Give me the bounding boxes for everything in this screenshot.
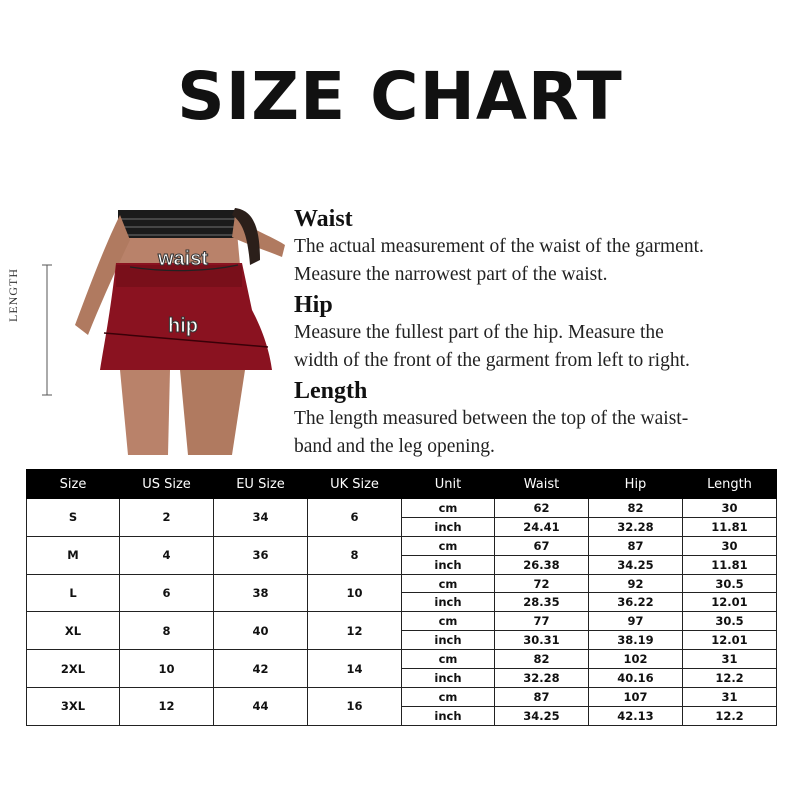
hip-cell: 82 [589, 499, 683, 518]
length-cell: 11.81 [683, 555, 777, 574]
skirt-illustration [20, 205, 295, 460]
hip-cell: 92 [589, 574, 683, 593]
hip-heading: Hip [294, 292, 333, 318]
waist-cell: 32.28 [495, 669, 589, 688]
hip-cell: 40.16 [589, 669, 683, 688]
table-row [27, 499, 777, 518]
table-row [27, 687, 777, 706]
unit-cell: inch [402, 555, 495, 574]
unit-cell: cm [402, 612, 495, 631]
length-cell: 30.5 [683, 574, 777, 593]
size-table-body [27, 499, 777, 726]
length-text-line: band and the leg opening. [294, 436, 495, 457]
waist-text-line: The actual measurement of the waist of the garment. [294, 236, 704, 257]
length-heading: Length [294, 378, 368, 404]
hip-cell: 32.28 [589, 517, 683, 536]
header-us-size: US Size [120, 470, 214, 499]
unit-cell: cm [402, 650, 495, 669]
uk-size-cell: 14 [308, 650, 402, 688]
table-header-row [27, 470, 777, 499]
waist-cell: 24.41 [495, 517, 589, 536]
eu-size-cell: 38 [214, 574, 308, 612]
unit-cell: cm [402, 536, 495, 555]
waist-cell: 26.38 [495, 555, 589, 574]
size-cell: M [27, 536, 120, 574]
header-uk-size: UK Size [308, 470, 402, 499]
us-size-cell: 4 [120, 536, 214, 574]
unit-cell: inch [402, 669, 495, 688]
page-title: SIZE CHART [177, 58, 623, 135]
length-cell: 30 [683, 499, 777, 518]
unit-cell: inch [402, 593, 495, 612]
waist-section [294, 205, 794, 289]
uk-size-cell: 8 [308, 536, 402, 574]
us-size-cell: 12 [120, 687, 214, 725]
size-cell: 3XL [27, 687, 120, 725]
hip-cell: 38.19 [589, 631, 683, 650]
header-hip: Hip [589, 470, 683, 499]
waist-cell: 30.31 [495, 631, 589, 650]
unit-cell: cm [402, 574, 495, 593]
waist-cell: 82 [495, 650, 589, 669]
model-figure [20, 205, 295, 460]
table-row [27, 536, 777, 555]
table-row [27, 612, 777, 631]
hip-label: hip [168, 315, 198, 337]
waist-cell: 62 [495, 499, 589, 518]
unit-cell: inch [402, 631, 495, 650]
unit-cell: cm [402, 687, 495, 706]
length-cell: 31 [683, 650, 777, 669]
length-cell: 12.2 [683, 669, 777, 688]
uk-size-cell: 16 [308, 687, 402, 725]
us-size-cell: 8 [120, 612, 214, 650]
unit-cell: cm [402, 499, 495, 518]
length-cell: 30.5 [683, 612, 777, 631]
uk-size-cell: 10 [308, 574, 402, 612]
header-size: Size [27, 470, 120, 499]
waist-cell: 87 [495, 687, 589, 706]
uk-size-cell: 6 [308, 499, 402, 537]
length-cell: 11.81 [683, 517, 777, 536]
hip-text-line: width of the front of the garment from left to right. [294, 350, 690, 371]
size-cell: S [27, 499, 120, 537]
hip-section [294, 291, 794, 375]
eu-size-cell: 40 [214, 612, 308, 650]
table-row [27, 650, 777, 669]
waist-cell: 34.25 [495, 706, 589, 725]
length-text-line: The length measured between the top of the waist- [294, 408, 689, 429]
us-size-cell: 10 [120, 650, 214, 688]
waist-label: waist [158, 248, 209, 270]
header-length: Length [683, 470, 777, 499]
hip-cell: 102 [589, 650, 683, 669]
length-cell: 12.2 [683, 706, 777, 725]
hip-cell: 42.13 [589, 706, 683, 725]
length-cell: 12.01 [683, 593, 777, 612]
length-section [294, 377, 794, 461]
waist-cell: 67 [495, 536, 589, 555]
eu-size-cell: 42 [214, 650, 308, 688]
measurement-descriptions [294, 205, 794, 461]
waist-cell: 72 [495, 574, 589, 593]
us-size-cell: 2 [120, 499, 214, 537]
hip-cell: 36.22 [589, 593, 683, 612]
uk-size-cell: 12 [308, 612, 402, 650]
unit-cell: inch [402, 517, 495, 536]
hip-cell: 87 [589, 536, 683, 555]
table-row [27, 574, 777, 593]
waist-cell: 77 [495, 612, 589, 631]
size-cell: XL [27, 612, 120, 650]
hip-cell: 107 [589, 687, 683, 706]
waist-cell: 28.35 [495, 593, 589, 612]
header-waist: Waist [495, 470, 589, 499]
eu-size-cell: 34 [214, 499, 308, 537]
length-cell: 31 [683, 687, 777, 706]
size-cell: L [27, 574, 120, 612]
unit-cell: inch [402, 706, 495, 725]
waist-text-line: Measure the narrowest part of the waist. [294, 264, 608, 285]
eu-size-cell: 44 [214, 687, 308, 725]
size-table-container [26, 469, 776, 726]
hip-text-line: Measure the fullest part of the hip. Measure the [294, 322, 664, 343]
eu-size-cell: 36 [214, 536, 308, 574]
waist-heading: Waist [294, 206, 353, 232]
header-unit: Unit [402, 470, 495, 499]
header-eu-size: EU Size [214, 470, 308, 499]
size-cell: 2XL [27, 650, 120, 688]
size-table [26, 469, 777, 726]
hip-cell: 34.25 [589, 555, 683, 574]
hip-cell: 97 [589, 612, 683, 631]
length-cell: 30 [683, 536, 777, 555]
length-cell: 12.01 [683, 631, 777, 650]
us-size-cell: 6 [120, 574, 214, 612]
length-label: LENGTH [6, 268, 20, 322]
